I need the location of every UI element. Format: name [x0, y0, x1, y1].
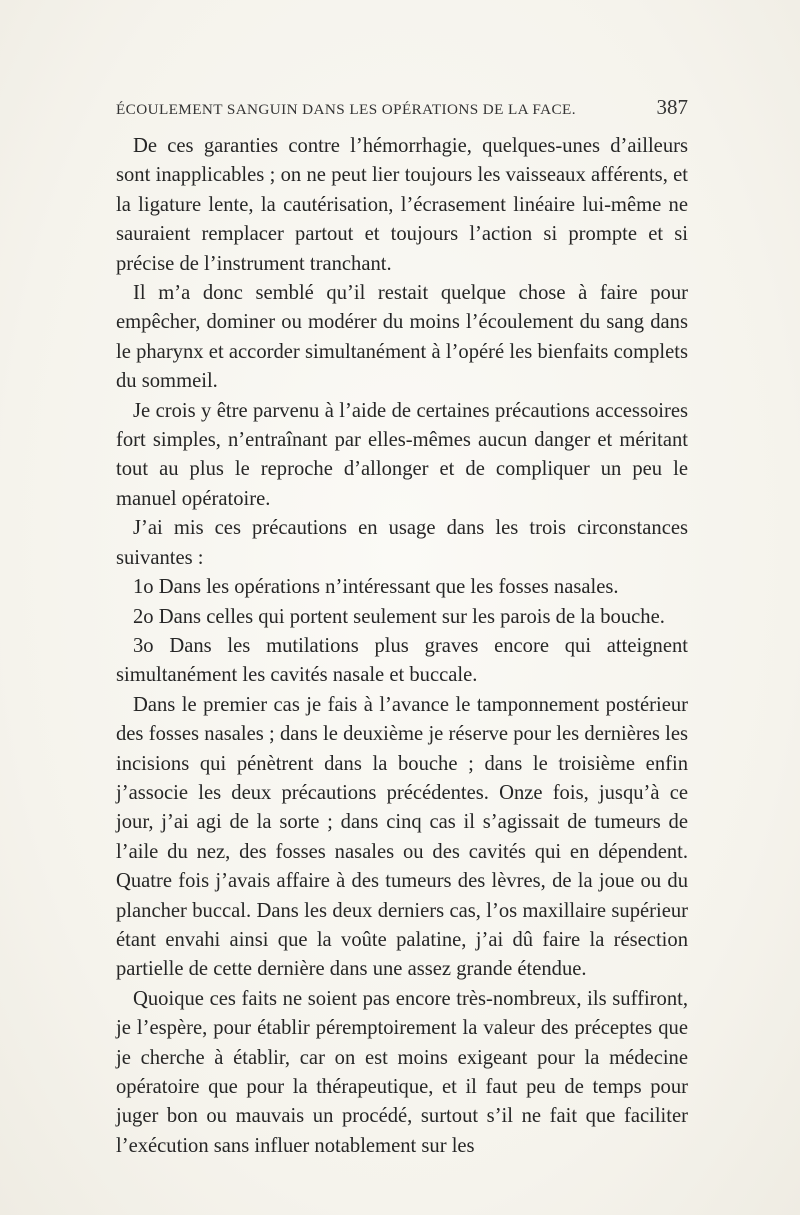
page-number: 387	[656, 95, 688, 119]
body-text	[116, 132, 688, 1161]
paragraph: Quoique ces faits ne soient pas encore très-nombreux, ils suffiront, je l’espère, pour établir péremptoirement la valeur des préceptes que je cherche à établir, car on est moins exigeant pour la médecine opératoire que pour la thérapeutique, et il faut peu de temps pour juger bon ou mauvais un procédé, surtout s’il ne fait que faciliter l’exécution sans influer notablement sur les	[116, 987, 688, 1157]
paragraph: J’ai mis ces précautions en usage dans les trois circonstances suivantes :	[116, 517, 688, 569]
list-item: 1o Dans les opérations n’intéressant que les fosses nasales.	[133, 576, 619, 599]
paragraph: Je crois y être parvenu à l’aide de certaines précautions accessoires fort simples, n’entraînant par elles-mêmes aucun danger et méritant tout au plus le reproche d’allonger et de compliquer un peu le manuel opératoire.	[116, 399, 688, 510]
running-title: ÉCOULEMENT SANGUIN DANS LES OPÉRATIONS DE LA FACE.	[116, 101, 576, 118]
paragraph: De ces garanties contre l’hémorrhagie, quelques-unes d’ailleurs sont inapplicables ; on ne peut lier toujours les vaisseaux afférents, et la ligature lente, la cautérisation, l’écrasement linéaire lui-même ne sauraient remplacer partout et toujours l’action si prompte et si précise de l’instrument tranchant.	[116, 135, 688, 275]
list-item: 2o Dans celles qui portent seulement sur les parois de la bouche.	[133, 605, 665, 628]
paragraph: Dans le premier cas je fais à l’avance le tamponnement postérieur des fosses nasales ; dans le deuxième je réserve pour les dernières les incisions qui pénètrent dans la bouche ; dans le troisième enfin j’associe les deux précautions précédentes. Onze fois, jusqu’à ce jour, j’ai agi de la sorte ; dans cinq cas il s’agissait de tumeurs de l’aile du nez, des fosses nasales ou des cavités qui en dépendent. Quatre fois j’avais affaire à des tumeurs des lèvres, de la joue ou du plancher buccal. Dans les deux derniers cas, l’os maxillaire supérieur étant envahi ainsi que la voûte palatine, j’ai dû faire la résection partielle de cette dernière dans une assez grande étendue.	[116, 693, 688, 981]
list-item: 3o Dans les mutilations plus graves encore qui atteignent simultanément les cavités nasale et buccale.	[116, 634, 688, 687]
page-header	[116, 95, 688, 123]
paragraph: Il m’a donc semblé qu’il restait quelque chose à faire pour empêcher, dominer ou modérer du moins l’écoulement du sang dans le pharynx et accorder simultanément à l’opéré les bienfaits complets du sommeil.	[116, 282, 688, 393]
